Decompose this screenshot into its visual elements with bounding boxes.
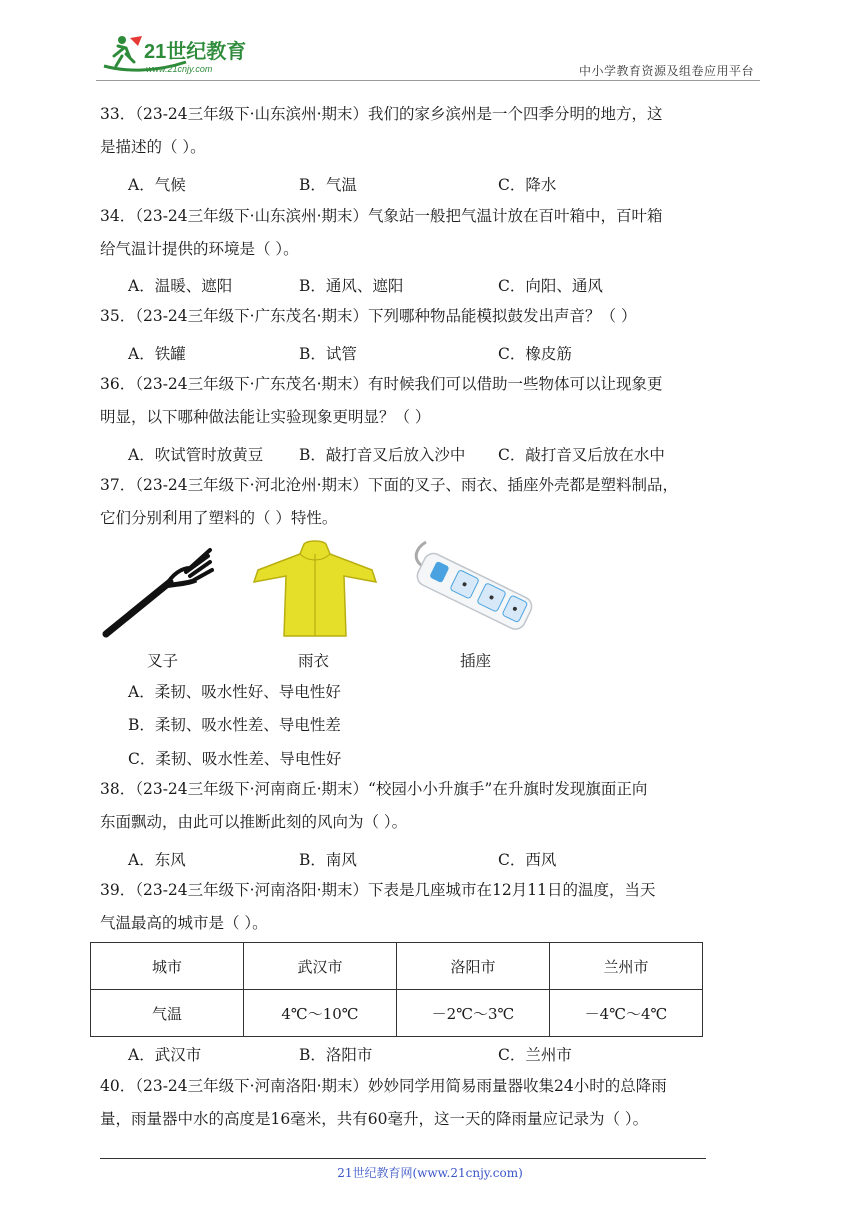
- question-text: 36．（23-24三年级下·广东茂名·期末）有时候我们可以借助一些物体可以让现象更: [100, 375, 663, 393]
- option-b: B．敲打音叉后放入沙中: [299, 446, 466, 464]
- raincoat-caption: 雨衣: [298, 652, 330, 670]
- option-c: C．向阳、通风: [498, 277, 603, 295]
- option-a: A．东风: [128, 851, 186, 869]
- option-b: B．通风、遮阳: [299, 277, 404, 295]
- svg-text:21世纪教育: 21世纪教育: [144, 41, 247, 63]
- question-33: [100, 98, 770, 164]
- footer-link[interactable]: 21世纪教育网(www.21cnjy.com): [337, 1166, 523, 1180]
- option-b: B．试管: [299, 345, 357, 363]
- brand-logo: [96, 32, 276, 80]
- option-a: A．铁罐: [128, 345, 186, 363]
- question-text: 量，雨量器中水的高度是16毫米，共有60毫升，这一天的降雨量应记录为（ ）。: [100, 1110, 649, 1128]
- option-b: B．柔韧、吸水性差、导电性差: [128, 716, 341, 734]
- question-text: 东面飘动，由此可以推断此刻的风向为（ ）。: [100, 813, 408, 831]
- table-cell: －4℃～4℃: [550, 990, 703, 1037]
- table-cell: 城市: [91, 943, 244, 990]
- question-39: [100, 874, 770, 940]
- option-c: C．柔韧、吸水性差、导电性好: [128, 750, 342, 768]
- option-b: B．洛阳市: [299, 1046, 373, 1064]
- option-b: B．南风: [299, 851, 357, 869]
- question-38: [100, 773, 770, 839]
- question-text: 37．（23-24三年级下·河北沧州·期末）下面的叉子、雨衣、插座外壳都是塑料制品，: [100, 476, 679, 494]
- option-c: C．降水: [498, 176, 557, 194]
- option-a: A．温暖、遮阳: [128, 277, 233, 295]
- table-cell: 洛阳市: [397, 943, 550, 990]
- question-text: 38．（23-24三年级下·河南商丘·期末）“校园小小升旗手”在升旗时发现旗面正向: [100, 780, 648, 798]
- question-text: 39．（23-24三年级下·河南洛阳·期末）下表是几座城市在12月11日的温度，当天: [100, 881, 656, 899]
- temperature-table: [90, 942, 703, 1037]
- question-text: 33．（23-24三年级下·山东滨州·期末）我们的家乡滨州是一个四季分明的地方，这: [100, 105, 663, 123]
- power-strip-image: [408, 540, 540, 640]
- question-text: 它们分别利用了塑料的（ ）特性。: [100, 509, 338, 527]
- option-c: C．敲打音叉后放在水中: [498, 446, 665, 464]
- fork-image: [102, 548, 214, 638]
- question-36: [100, 368, 770, 434]
- raincoat-image: [252, 540, 378, 638]
- question-text: 40．（23-24三年级下·河南洛阳·期末）妙妙同学用简易雨量器收集24小时的总降雨: [100, 1077, 667, 1095]
- question-text: 给气温计提供的环境是（ ）。: [100, 240, 299, 258]
- option-c: C．兰州市: [498, 1046, 572, 1064]
- option-c: C．西风: [498, 851, 557, 869]
- option-a: A．吹试管时放黄豆: [128, 446, 264, 464]
- table-cell: 气温: [91, 990, 244, 1037]
- question-text: 气温最高的城市是（ ）。: [100, 914, 268, 932]
- option-a: A．武汉市: [128, 1046, 202, 1064]
- page-header: [96, 26, 760, 82]
- svg-text:www.21cnjy.com: www.21cnjy.com: [146, 64, 213, 74]
- power-strip-caption: 插座: [460, 652, 492, 670]
- question-text: 34．（23-24三年级下·山东滨州·期末）气象站一般把气温计放在百叶箱中，百叶箱: [100, 207, 663, 225]
- table-cell: 武汉市: [244, 943, 397, 990]
- table-cell: －2℃～3℃: [397, 990, 550, 1037]
- header-divider: [96, 80, 760, 81]
- option-b: B．气温: [299, 176, 357, 194]
- question-34: [100, 200, 770, 266]
- question-37: [100, 469, 770, 535]
- table-cell: 4℃～10℃: [244, 990, 397, 1037]
- question-40: [100, 1070, 770, 1136]
- platform-name: 中小学教育资源及组卷应用平台: [578, 64, 754, 78]
- question-text: 是描述的（ ）。: [100, 138, 206, 156]
- question-text: 35．（23-24三年级下·广东茂名·期末）下列哪种物品能模拟鼓发出声音？（ ）: [100, 307, 637, 325]
- question-35: [100, 300, 770, 333]
- table-row: [91, 943, 703, 990]
- option-a: A．气候: [128, 176, 186, 194]
- table-row: [91, 990, 703, 1037]
- option-a: A．柔韧、吸水性好、导电性好: [128, 683, 341, 701]
- footer-divider: [100, 1158, 706, 1159]
- question-text: 明显，以下哪种做法能让实验现象更明显？（ ）: [100, 408, 431, 426]
- fork-caption: 叉子: [147, 652, 179, 670]
- option-c: C．橡皮筋: [498, 345, 572, 363]
- table-cell: 兰州市: [550, 943, 703, 990]
